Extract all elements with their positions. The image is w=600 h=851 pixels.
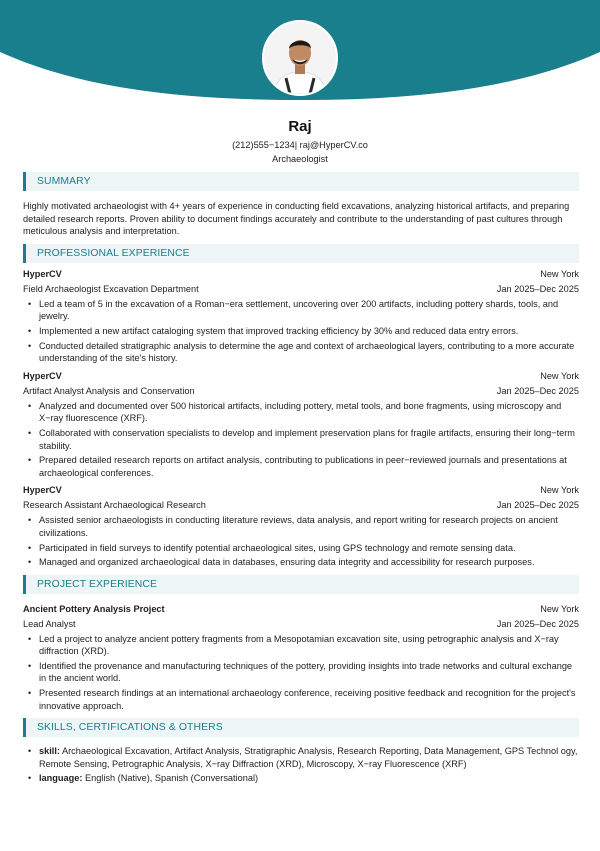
resume-body	[23, 172, 579, 785]
project-location: New York	[540, 603, 579, 614]
job-bullet: • Analyzed and documented over 500 historical artifacts, including pottery, metal tools, and bone fragments, using microscopy and X−ray fluorescence (XRF).	[23, 400, 579, 425]
job-bullet: • Participated in field surveys to identify potential archaeological sites, using GPS technology and remote sensing data.	[23, 542, 579, 555]
job-company: HyperCV	[23, 268, 62, 279]
avatar	[262, 20, 338, 96]
job-entry	[23, 268, 579, 365]
job-bullet: • Managed and organized archaeological data in databases, ensuring data integrity and accessibility for research purposes.	[23, 556, 579, 569]
contact-line: (212)555−1234| raj@HyperCV.co	[232, 140, 368, 150]
job-bullet: • Collaborated with conservation specialists to develop and implement preservation plans for fragile artifacts, ensuring their long−term stability.	[23, 427, 579, 452]
job-dates: Jan 2025–Dec 2025	[496, 500, 579, 511]
job-company: HyperCV	[23, 370, 62, 381]
projects-heading: PROJECT EXPERIENCE	[23, 575, 579, 594]
job-bullet: • Assisted senior archaeologists in conducting literature reviews, data analysis, and report writing for research projects on ancient civilizations.	[23, 514, 579, 539]
project-bullet: • Identified the provenance and manufacturing techniques of the pottery, providing insights into trade networks and cultural exchange in the ancient world.	[23, 660, 579, 685]
candidate-name: Raj	[288, 118, 312, 135]
profile-photo	[264, 22, 336, 94]
job-role: Field Archaeologist Excavation Department	[23, 283, 199, 294]
job-bullet: • Led a team of 5 in the excavation of a Roman−era settlement, uncovering over 200 artifacts, including pottery shards, tools, and jewelry.	[23, 298, 579, 323]
job-bullet: • Conducted detailed stratigraphic analysis to determine the age and context of archaeological layers, contributing to a more accurate understanding of the site's history.	[23, 340, 579, 365]
project-bullet: • Presented research findings at an international archaeology conference, receiving positive feedback and recognition for the project's innovative approach.	[23, 687, 579, 712]
job-company: HyperCV	[23, 485, 62, 496]
project-bullet: • Led a project to analyze ancient pottery fragments from a Mesopotamian excavation site, using petrographic analysis and X−ray diffraction (XRD).	[23, 633, 579, 658]
job-entry	[23, 370, 579, 480]
experience-heading: PROFESSIONAL EXPERIENCE	[23, 244, 579, 263]
job-bullet: • Implemented a new artifact cataloging system that improved tracking efficiency by 30% and reduced data entry errors.	[23, 325, 579, 338]
language-value: English (Native), Spanish (Conversational)	[84, 773, 259, 784]
job-dates: Jan 2025–Dec 2025	[496, 283, 579, 294]
summary-heading: SUMMARY	[23, 172, 579, 191]
job-location: New York	[540, 485, 579, 496]
skills-list	[23, 745, 579, 785]
job-dates: Jan 2025–Dec 2025	[496, 385, 579, 396]
language-label: language:	[39, 773, 83, 784]
job-role: Artifact Analyst Analysis and Conservation	[23, 385, 195, 396]
language-item	[23, 772, 579, 785]
job-location: New York	[540, 370, 579, 381]
skill-value: Archaeological Excavation, Artifact Analysis, Stratigraphic Analysis, Research Reporting, Data Management, GPS Technol ogy, Remote Sensing, Petrographic Analysis, X−ray Diffraction (XRD), Microscopy, X−ray Fluorescence (XRF)	[39, 746, 578, 769]
job-role: Research Assistant Archaeological Research	[23, 500, 206, 511]
job-title: Archaeologist	[272, 154, 328, 164]
skill-label: skill:	[39, 746, 60, 757]
project-role: Lead Analyst	[23, 618, 76, 629]
skill-item	[23, 745, 579, 770]
job-location: New York	[540, 268, 579, 279]
project-entry	[23, 603, 579, 713]
summary-text: Highly motivated archaeologist with 4+ years of experience in conducting field excavations, analyzing historical artifacts, and preparing detailed research reports. Proven ability to document findings accurately and contribute to the understanding of past cultures through meticulous analysis and interpretation.	[23, 201, 570, 237]
skills-heading: SKILLS, CERTIFICATIONS & OTHERS	[23, 718, 579, 737]
project-dates: Jan 2025–Dec 2025	[496, 618, 579, 629]
project-name: Ancient Pottery Analysis Project	[23, 603, 165, 614]
job-entry	[23, 484, 579, 568]
job-bullet: • Prepared detailed research reports on artifact analysis, contributing to publications in peer−reviewed journals and presentations at archaeological conferences.	[23, 454, 579, 479]
